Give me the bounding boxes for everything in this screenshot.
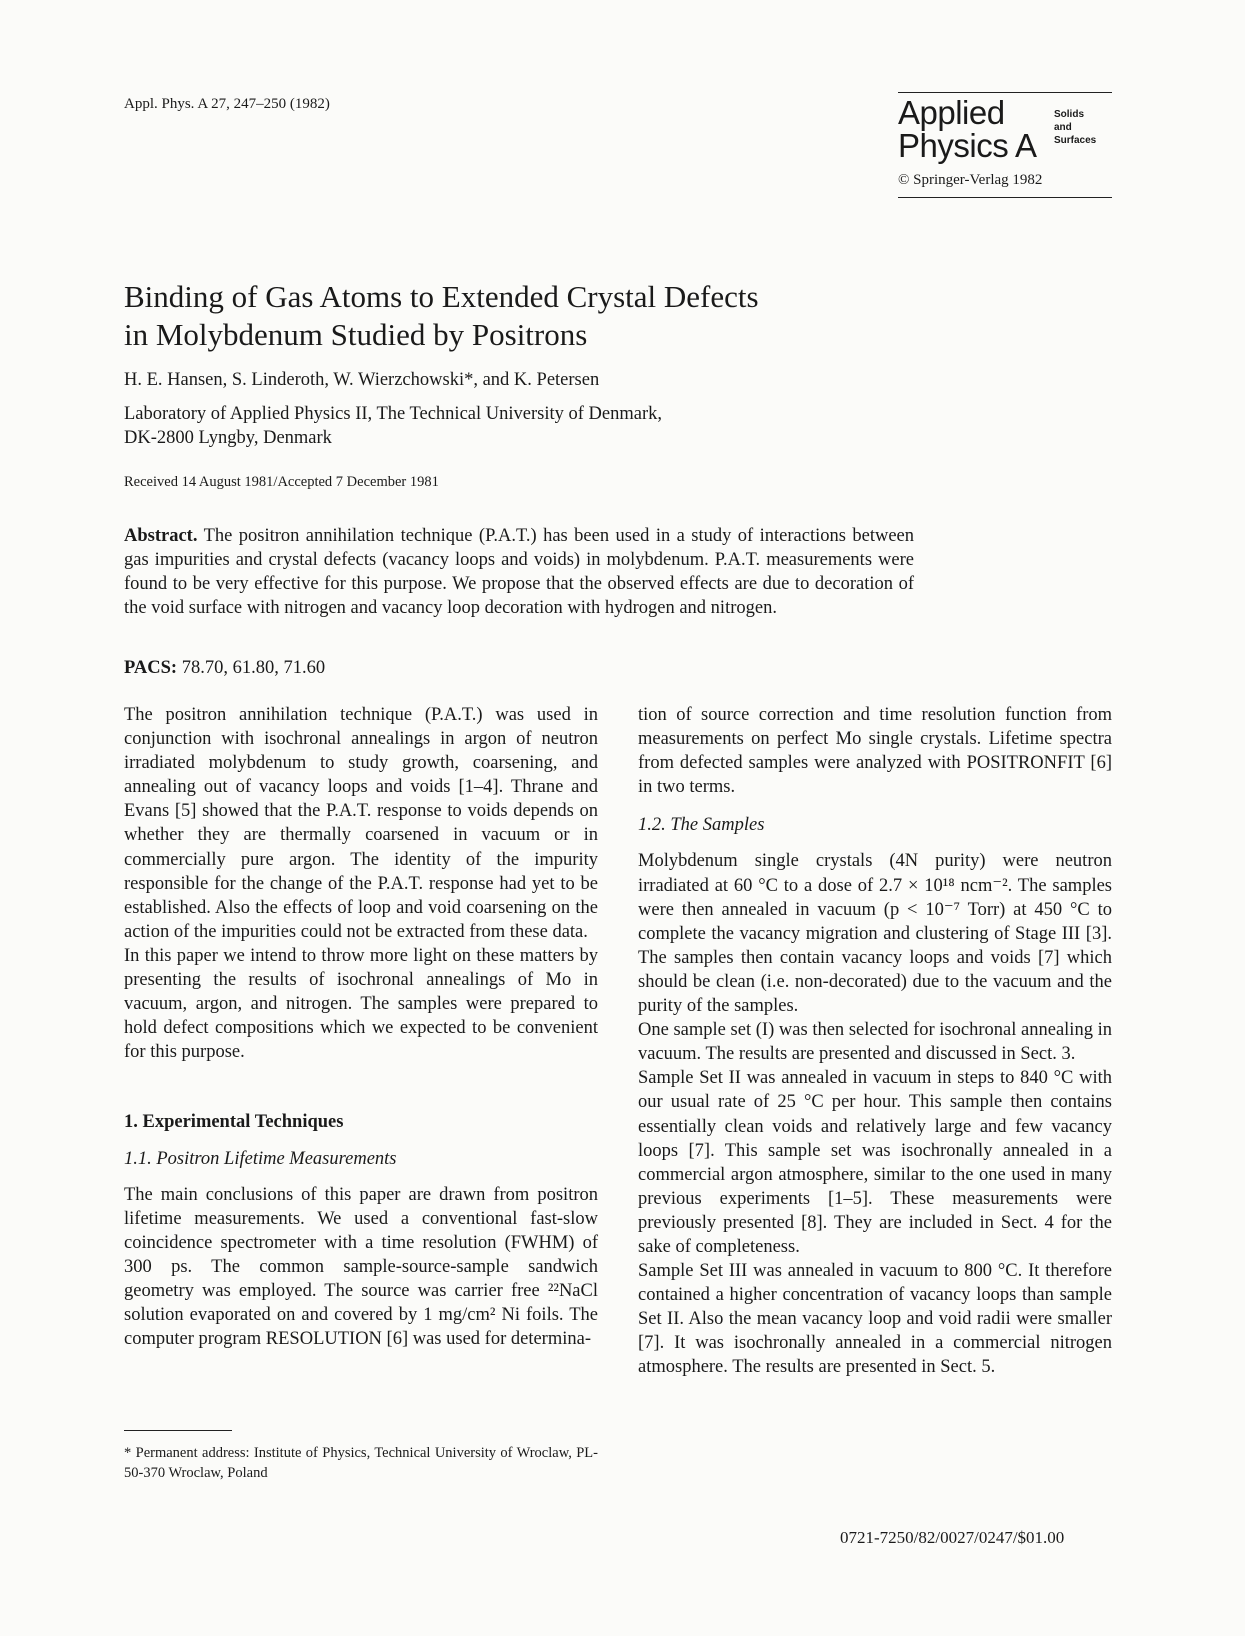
intro-paragraph-2: In this paper we intend to throw more light on these matters by presenting the results of isochronal annealings of Mo in vacuum, argon, and nitrogen. The samples were prepared to hold defect compositions which we expected to be convenient for this purpose. <box>124 945 598 1063</box>
received-date: Received 14 August 1981/Accepted 7 December 1981 <box>124 474 439 490</box>
footnote <box>124 1430 598 1483</box>
samples-paragraph-4: Sample Set III was annealed in vacuum to 800 °C. It therefore contained a higher concentration of vacancy loops than sample Set II. Also the mean vacancy loop and void radii were smaller [7]. It was isochronally annealed in a commercial nitrogen atmosphere. The results are presented in Sect. 5. <box>638 1261 1112 1378</box>
logo-wordmark <box>898 96 1112 166</box>
copyright: © Springer-Verlag 1982 <box>898 172 1043 188</box>
logo-line1: Applied <box>898 94 1005 131</box>
article-title: Binding of Gas Atoms to Extended Crystal Defects in Molybdenum Studied by Positrons <box>124 279 759 352</box>
right-column <box>638 703 1112 1380</box>
logo-top-rule <box>898 92 1112 93</box>
subsection-heading: 1.1. Positron Lifetime Measurements <box>124 1148 397 1169</box>
abstract-label: Abstract. <box>124 526 198 546</box>
issn-code: 0721-7250/82/0027/0247/$01.00 <box>840 1528 1065 1547</box>
footnote-text: * Permanent address: Institute of Physics, Technical University of Wroclaw, PL-50-370 Wroclaw, Poland <box>124 1445 598 1481</box>
pacs-codes <box>124 658 325 679</box>
logo-bottom-rule <box>898 197 1112 198</box>
samples-paragraph-3: Sample Set II was annealed in vacuum in steps to 840 °C with our usual rate of 25 °C per hour. This sample then contains essentially clean voids and relatively large and few vacancy loops [7]. This sample set was isochronally annealed in a commercial argon atmosphere, similar to the one used in many previous experiments [1–5]. These measurements were previously presented [8]. They are included in Sect. 4 for the sake of completeness. <box>638 1068 1112 1257</box>
authors: H. E. Hansen, S. Linderoth, W. Wierzchowski*, and K. Petersen <box>124 370 600 390</box>
lifetime-paragraph: The main conclusions of this paper are drawn from positron lifetime measurements. We used a conventional fast-slow coincidence spectrometer with a time resolution (FWHM) of 300 ps. The common sample-source-sample sandwich geometry was employed. The source was carrier free ²²NaCl solution evaporated on and covered by 1 mg/cm² Ni foils. The computer program RESOLUTION [6] was used for determina- <box>124 1184 598 1350</box>
logo-side-text: Solids and Surfaces <box>1054 109 1097 146</box>
subsection-heading: 1.2. The Samples <box>638 815 765 836</box>
section-heading: 1. Experimental Techniques <box>124 1112 344 1133</box>
logo-line2: Physics A <box>898 127 1037 164</box>
pacs-label: PACS: <box>124 658 178 678</box>
samples-paragraph-1: Molybdenum single crystals (4N purity) were neutron irradiated at 60 °C to a dose of 2.7 × 10¹⁸ ncm⁻². The samples were then annealed in vacuum (p < 10⁻⁷ Torr) at 450 °C to complete the vacancy migration and clustering of Stage III [3]. The samples then contain vacancy loops and voids [7] which should be clean (i.e. non-decorated) due to the vacuum and the purity of the samples. <box>638 851 1112 1017</box>
continuation-paragraph: tion of source correction and time resolution function from measurements on perfect Mo single crystals. Lifetime spectra from defected samples were analyzed with POSITRONFIT [6] in two terms. <box>638 705 1112 798</box>
samples-paragraph-2: One sample set (I) was then selected for isochronal annealing in vacuum. The results are presented and discussed in Sect. 3. <box>638 1020 1112 1065</box>
intro-paragraph-1: The positron annihilation technique (P.A.T.) was used in conjunction with isochronal annealings in argon of neutron irradiated molybdenum to study growth, coarsening, and annealing out of vacancy loops and voids [1–4]. Thrane and Evans [5] showed that the P.A.T. response to voids depends on whether they are thermally coarsened in vacuum or in commercially pure argon. The identity of the impurity responsible for the change of the P.A.T. response had yet to be established. Also the effects of loop and void coarsening on the action of the impurities could not be extracted from these data. <box>124 705 598 942</box>
affiliation: Laboratory of Applied Physics II, The Technical University of Denmark, DK-2800 Lyngby, Denmark <box>124 404 662 448</box>
journal-citation: Appl. Phys. A 27, 247–250 (1982) <box>124 96 330 112</box>
left-column <box>124 703 598 1351</box>
journal-logo <box>898 92 1112 198</box>
abstract-text: The positron annihilation technique (P.A.T.) has been used in a study of interactions between gas impurities and crystal defects (vacancy loops and voids) in molybdenum. P.A.T. measurements were found to be very effective for this purpose. We propose that the observed effects are due to decoration of the void surface with nitrogen and vacancy loop decoration with hydrogen and nitrogen. <box>124 526 914 618</box>
footnote-rule <box>124 1430 232 1431</box>
abstract <box>124 524 914 620</box>
pacs-values: 78.70, 61.80, 71.60 <box>181 658 326 678</box>
